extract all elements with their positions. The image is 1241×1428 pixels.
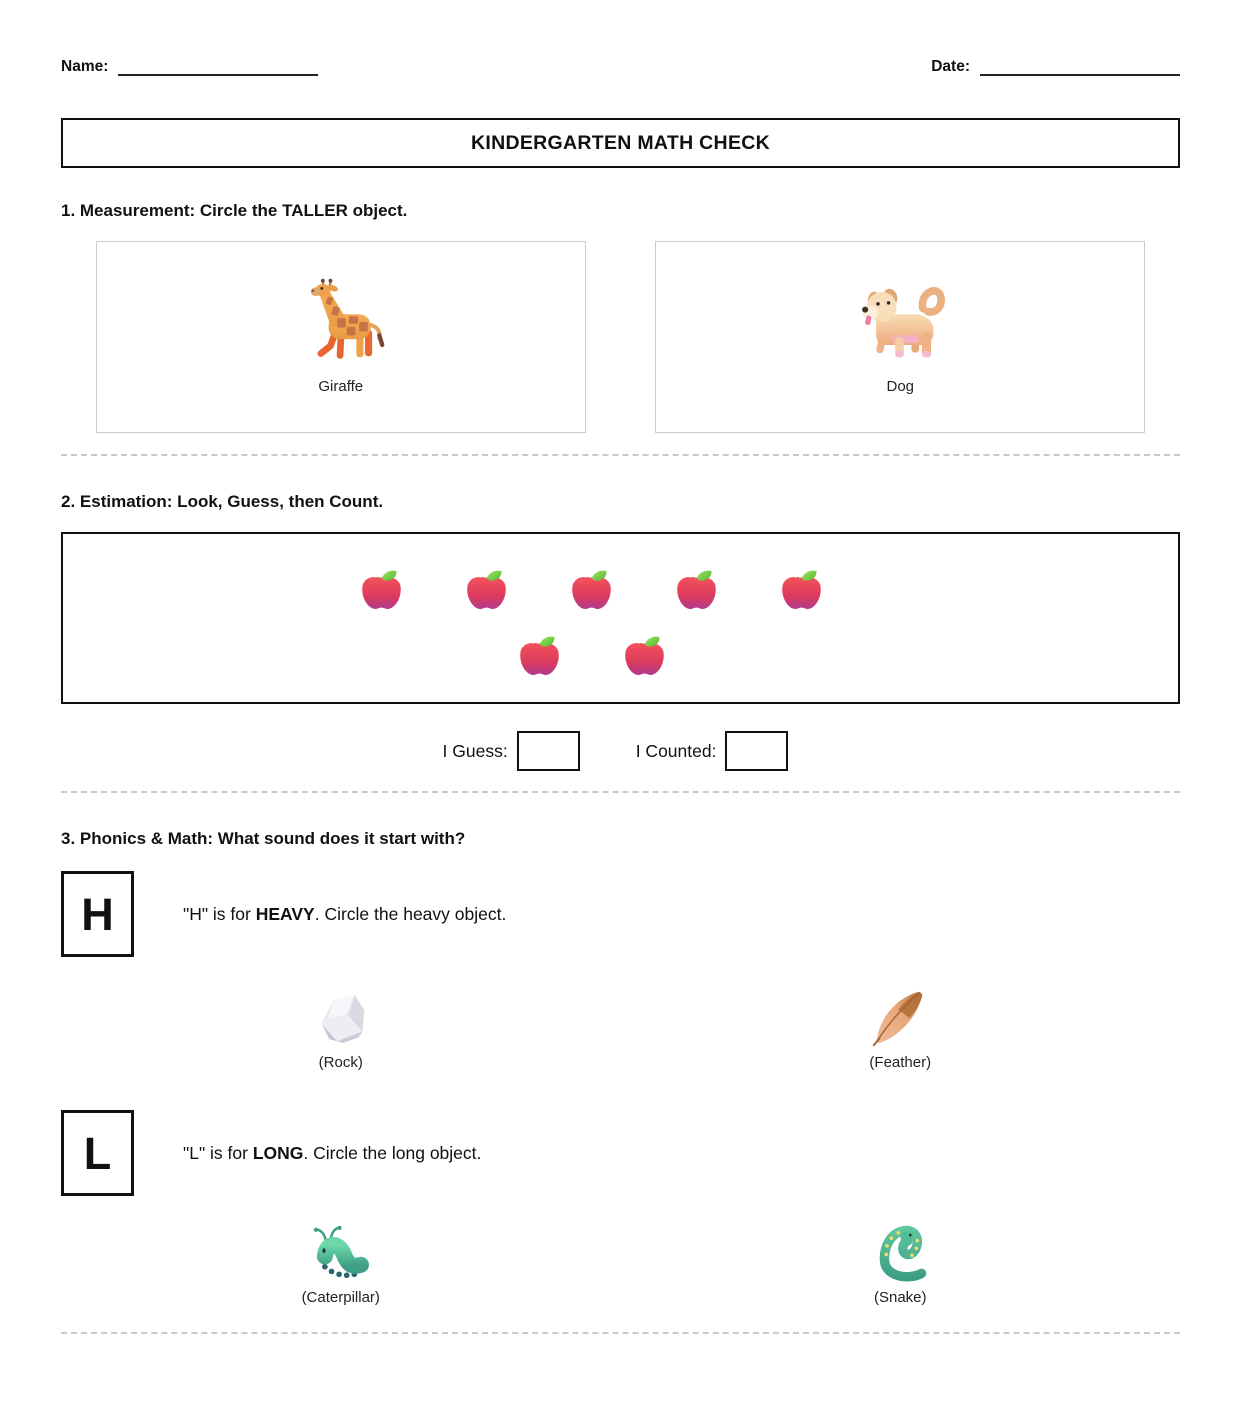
section-divider (61, 791, 1180, 793)
prompt-l-word: LONG (252, 1142, 304, 1163)
apple-icon (779, 566, 824, 611)
giraffe-icon (294, 274, 388, 366)
header-row (61, 56, 1180, 76)
letter-l: L (83, 1127, 112, 1179)
estimation-box[interactable] (61, 532, 1180, 704)
date-write-line[interactable] (980, 62, 1180, 76)
apple-icon (359, 566, 404, 611)
pick-item-feather[interactable] (869, 985, 931, 1071)
apple-icon (464, 566, 509, 611)
title-box (61, 118, 1180, 168)
option-card-giraffe[interactable] (96, 241, 586, 433)
long-options-row (61, 1220, 1180, 1306)
caterpillar-icon (305, 1223, 377, 1282)
section-divider (61, 454, 1180, 456)
apple-icon-wrap (464, 566, 509, 611)
name-write-line[interactable] (118, 62, 318, 76)
section-divider (61, 1332, 1180, 1334)
prompt-h-pre: "H" is for (183, 903, 256, 924)
pick-item-caterpillar[interactable] (302, 1220, 380, 1306)
apple-group (63, 534, 1120, 677)
apple-icon (674, 566, 719, 611)
prompt-h-word: HEAVY (255, 903, 315, 924)
apple-icon (569, 566, 614, 611)
dog-icon (852, 280, 948, 366)
guess-answer-box[interactable] (517, 731, 580, 771)
apple-icon (622, 632, 667, 677)
counted-answer-box[interactable] (725, 731, 788, 771)
snake-icon (872, 1220, 928, 1282)
giraffe-label: Giraffe (318, 378, 364, 395)
apple-icon-wrap (674, 566, 719, 611)
section3-heading: 3. Phonics & Math: What sound does it start with? (61, 829, 466, 848)
prompt-text-h (183, 904, 506, 925)
pick-item-rock[interactable] (310, 985, 372, 1071)
apple-row-1 (359, 566, 824, 611)
prompt-text-l (183, 1143, 481, 1164)
snake-label: (Snake) (873, 1289, 927, 1306)
apple-icon-wrap (359, 566, 404, 611)
prompt-h-post: . Circle the heavy object. (314, 903, 507, 924)
guess-label: I Guess: (442, 740, 508, 761)
apple-icon-wrap (622, 632, 667, 677)
date-label: Date: (931, 58, 970, 75)
name-label: Name: (61, 58, 109, 75)
pick-item-snake[interactable] (872, 1220, 928, 1306)
letter-tile-h (61, 871, 134, 957)
section2-heading: 2. Estimation: Look, Guess, then Count. (61, 492, 384, 511)
feather-icon (870, 987, 930, 1047)
guess-row (61, 731, 1170, 771)
prompt-l-pre: "L" is for (183, 1142, 253, 1163)
section1-heading: 1. Measurement: Circle the TALLER object. (61, 201, 408, 220)
dog-label: Dog (886, 378, 915, 395)
measurement-options-row (61, 241, 1180, 433)
date-field (931, 58, 1180, 76)
heavy-options-row (61, 985, 1180, 1071)
apple-row-2 (517, 632, 667, 677)
prompt-l-post: . Circle the long object. (303, 1142, 482, 1163)
apple-icon-wrap (569, 566, 614, 611)
rock-icon (310, 985, 372, 1047)
apple-icon (517, 632, 562, 677)
letter-h: H (81, 888, 114, 940)
prompt-row-l (61, 1110, 1180, 1196)
apple-icon-wrap (779, 566, 824, 611)
feather-label: (Feather) (869, 1054, 932, 1071)
prompt-row-h (61, 871, 1180, 957)
page-title: KINDERGARTEN MATH CHECK (470, 131, 771, 154)
counted-label: I Counted: (635, 740, 717, 761)
apple-icon-wrap (517, 632, 562, 677)
option-card-dog[interactable] (655, 241, 1145, 433)
caterpillar-label: (Caterpillar) (301, 1289, 380, 1306)
rock-label: (Rock) (318, 1054, 363, 1071)
letter-tile-l (61, 1110, 134, 1196)
name-field (61, 58, 318, 76)
